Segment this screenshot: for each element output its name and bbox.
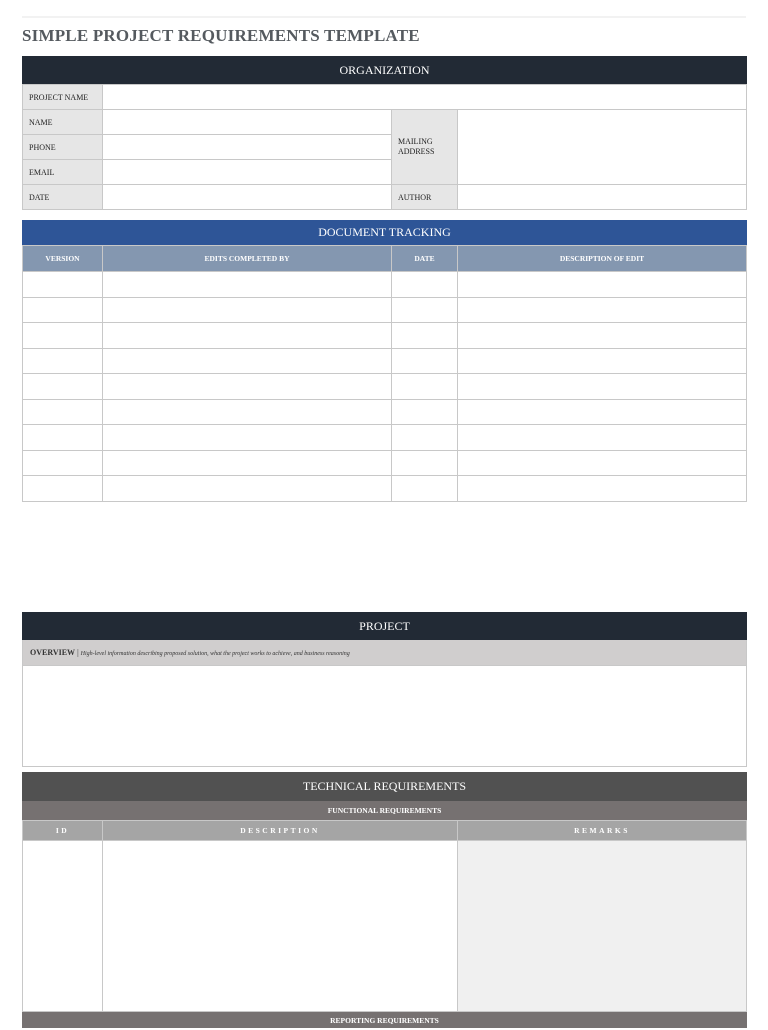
table-cell[interactable] [103, 399, 392, 425]
phone-label: PHONE [23, 135, 103, 160]
table-cell[interactable] [23, 425, 103, 451]
remarks-cell[interactable] [458, 841, 747, 1012]
author-field[interactable] [458, 185, 747, 210]
date-label: DATE [23, 185, 103, 210]
table-row [23, 476, 747, 502]
table-cell[interactable] [392, 348, 458, 374]
table-cell[interactable] [23, 399, 103, 425]
table-cell[interactable] [392, 323, 458, 349]
project-header: PROJECT [22, 612, 747, 640]
table-row [23, 841, 747, 1012]
table-cell[interactable] [392, 272, 458, 298]
project-name-field[interactable] [103, 85, 747, 110]
document-tracking-table [22, 245, 747, 502]
phone-field[interactable] [103, 135, 392, 160]
table-cell[interactable] [103, 297, 392, 323]
table-cell[interactable] [23, 272, 103, 298]
mailing-address-label: MAILING ADDRESS [392, 110, 458, 185]
table-cell[interactable] [458, 323, 747, 349]
overview-label: OVERVIEW [30, 648, 76, 657]
overview-field[interactable] [22, 666, 747, 767]
table-cell[interactable] [103, 476, 392, 502]
table-row [23, 425, 747, 451]
mailing-address-field[interactable] [458, 110, 747, 185]
overview-bar [22, 640, 747, 666]
table-cell[interactable] [103, 425, 392, 451]
overview-separator: | [77, 648, 79, 657]
table-cell[interactable] [103, 323, 392, 349]
project-section [22, 612, 747, 767]
table-cell[interactable] [23, 450, 103, 476]
table-cell[interactable] [458, 476, 747, 502]
organization-table [22, 84, 747, 210]
table-row [23, 323, 747, 349]
table-cell[interactable] [458, 374, 747, 400]
table-cell[interactable] [392, 425, 458, 451]
table-cell[interactable] [392, 476, 458, 502]
functional-requirements-header: FUNCTIONAL REQUIREMENTS [22, 801, 747, 820]
table-row [23, 450, 747, 476]
col-edits-completed-by: EDITS COMPLETED BY [103, 246, 392, 272]
table-row [23, 297, 747, 323]
author-label: AUTHOR [392, 185, 458, 210]
table-cell[interactable] [23, 374, 103, 400]
table-cell[interactable] [23, 323, 103, 349]
table-cell[interactable] [458, 297, 747, 323]
table-cell[interactable] [103, 272, 392, 298]
table-cell[interactable] [458, 348, 747, 374]
description-cell[interactable] [103, 841, 458, 1012]
table-cell[interactable] [23, 348, 103, 374]
table-cell[interactable] [458, 425, 747, 451]
top-rule [22, 16, 746, 18]
email-label: EMAIL [23, 160, 103, 185]
project-name-label: PROJECT NAME [23, 85, 103, 110]
organization-section [22, 56, 747, 210]
col-version: VERSION [23, 246, 103, 272]
table-cell[interactable] [392, 399, 458, 425]
table-cell[interactable] [103, 348, 392, 374]
table-cell[interactable] [458, 450, 747, 476]
document-tracking-header: DOCUMENT TRACKING [22, 220, 747, 245]
table-cell[interactable] [392, 374, 458, 400]
table-cell[interactable] [103, 450, 392, 476]
table-cell[interactable] [23, 297, 103, 323]
col-description-of-edit: DESCRIPTION OF EDIT [458, 246, 747, 272]
table-cell[interactable] [103, 374, 392, 400]
reporting-requirements-header: REPORTING REQUIREMENTS [22, 1012, 747, 1028]
table-row [23, 374, 747, 400]
page-title: SIMPLE PROJECT REQUIREMENTS TEMPLATE [22, 26, 420, 45]
table-cell[interactable] [458, 272, 747, 298]
document-tracking-section [22, 220, 747, 502]
col-date: DATE [392, 246, 458, 272]
table-cell[interactable] [392, 450, 458, 476]
table-row [23, 399, 747, 425]
table-cell[interactable] [458, 399, 747, 425]
name-field[interactable] [103, 110, 392, 135]
col-description: DESCRIPTION [103, 821, 458, 841]
overview-description: High-level information describing proposed solution, what the project works to achieve, and business reasoning [80, 651, 350, 657]
functional-requirements-table [22, 820, 747, 1012]
table-row [23, 272, 747, 298]
table-cell[interactable] [392, 297, 458, 323]
col-remarks: REMARKS [458, 821, 747, 841]
date-field[interactable] [103, 185, 392, 210]
organization-header: ORGANIZATION [22, 56, 747, 84]
name-label: NAME [23, 110, 103, 135]
technical-requirements-section [22, 772, 747, 1028]
table-cell[interactable] [23, 476, 103, 502]
id-cell[interactable] [23, 841, 103, 1012]
email-field[interactable] [103, 160, 392, 185]
table-row [23, 348, 747, 374]
col-id: ID [23, 821, 103, 841]
technical-requirements-header: TECHNICAL REQUIREMENTS [22, 772, 747, 801]
